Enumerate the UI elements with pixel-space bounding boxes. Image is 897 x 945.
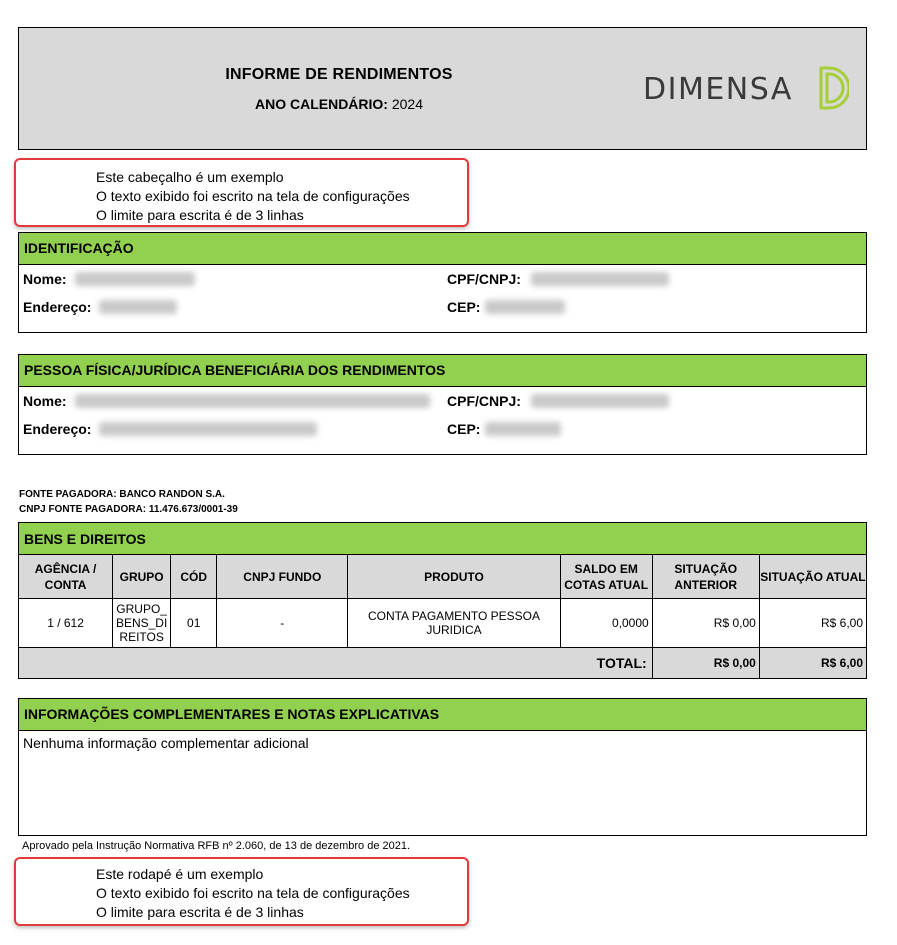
nome-label: Nome: (23, 393, 67, 409)
cep-label: CEP: (447, 421, 481, 437)
redacted-nome (75, 394, 430, 408)
redacted-cep (485, 300, 565, 314)
info-title: INFORMAÇÕES COMPLEMENTARES E NOTAS EXPLICATIVAS (19, 699, 866, 731)
nome-label: Nome: (23, 271, 67, 287)
column-header: AGÊNCIA / CONTA (19, 555, 113, 599)
total-atual: R$ 6,00 (759, 648, 866, 679)
column-header: SALDO EM COTAS ATUAL (560, 555, 652, 599)
bens-table (18, 522, 867, 679)
cnpj-fonte-pagadora: CNPJ FONTE PAGADORA: 11.476.673/0001-39 (19, 504, 238, 515)
footer-note-box (14, 857, 469, 926)
column-header: CÓD (171, 555, 217, 599)
cpf-label: CPF/CNPJ: (447, 271, 521, 287)
document-title: INFORME DE RENDIMENTOS (225, 66, 453, 83)
cell-cnpj-fundo: - (217, 599, 348, 648)
cell-situacao-atual: R$ 6,00 (759, 599, 866, 648)
redacted-cpf (531, 394, 669, 408)
logo-wordmark: DIMENSA (643, 72, 793, 107)
cell-cod: 01 (171, 599, 217, 648)
cpf-label: CPF/CNPJ: (447, 393, 521, 409)
calendar-year-value: 2024 (391, 96, 424, 112)
header-note-line: O limite para escrita é de 3 linhas (96, 207, 304, 223)
bens-title: BENS E DIREITOS (19, 523, 867, 555)
endereco-label: Endereço: (23, 421, 92, 437)
cell-grupo: GRUPO_ BENS_DI REITOS (113, 599, 171, 648)
header-note-box (14, 158, 469, 227)
column-header: SITUAÇÃO ANTERIOR (652, 555, 759, 599)
cell-saldo-cotas: 0,0000 (560, 599, 652, 648)
column-header: CNPJ FUNDO (217, 555, 348, 599)
total-row (19, 648, 867, 679)
beneficiaria-title: PESSOA FÍSICA/JURÍDICA BENEFICIÁRIA DOS RENDIMENTOS (19, 355, 866, 387)
footer-note-line: O texto exibido foi escrito na tela de configurações (96, 885, 410, 901)
redacted-nome (75, 272, 195, 286)
total-anterior: R$ 0,00 (652, 648, 759, 679)
beneficiaria-section (18, 354, 867, 455)
column-header: SITUAÇÃO ATUAL (759, 555, 866, 599)
identificacao-title: IDENTIFICAÇÃO (19, 233, 866, 265)
approved-text: Aprovado pela Instrução Normativa RFB nº 2.060, de 13 de dezembro de 2021. (22, 840, 411, 852)
info-section (18, 698, 867, 836)
redacted-cpf (531, 272, 669, 286)
endereco-label: Endereço: (23, 299, 92, 315)
column-header: PRODUTO (348, 555, 560, 599)
calendar-year-label: ANO CALENDÁRIO: (254, 96, 388, 112)
footer-note-line: O limite para escrita é de 3 linhas (96, 904, 304, 920)
header-note-line: O texto exibido foi escrito na tela de configurações (96, 188, 410, 204)
total-label: TOTAL: (19, 648, 653, 679)
column-header: GRUPO (113, 555, 171, 599)
redacted-cep (485, 422, 561, 436)
identificacao-section (18, 232, 867, 333)
footer-note-line: Este rodapé é um exemplo (96, 866, 264, 882)
document-header (18, 27, 867, 150)
fonte-pagadora: FONTE PAGADORA: BANCO RANDON S.A. (19, 489, 225, 500)
calendar-year (19, 96, 659, 112)
redacted-endereco (99, 300, 177, 314)
cep-label: CEP: (447, 299, 481, 315)
cell-situacao-anterior: R$ 0,00 (652, 599, 759, 648)
dimensa-logo (639, 64, 849, 114)
table-row (19, 599, 867, 648)
redacted-endereco (99, 422, 317, 436)
cell-agencia-conta: 1 / 612 (19, 599, 113, 648)
dimensa-logo-mark (639, 64, 849, 114)
info-text: Nenhuma informação complementar adicional (23, 735, 309, 751)
header-note-line: Este cabeçalho é um exemplo (96, 169, 284, 185)
cell-produto: CONTA PAGAMENTO PESSOA JURIDICA (348, 599, 560, 648)
